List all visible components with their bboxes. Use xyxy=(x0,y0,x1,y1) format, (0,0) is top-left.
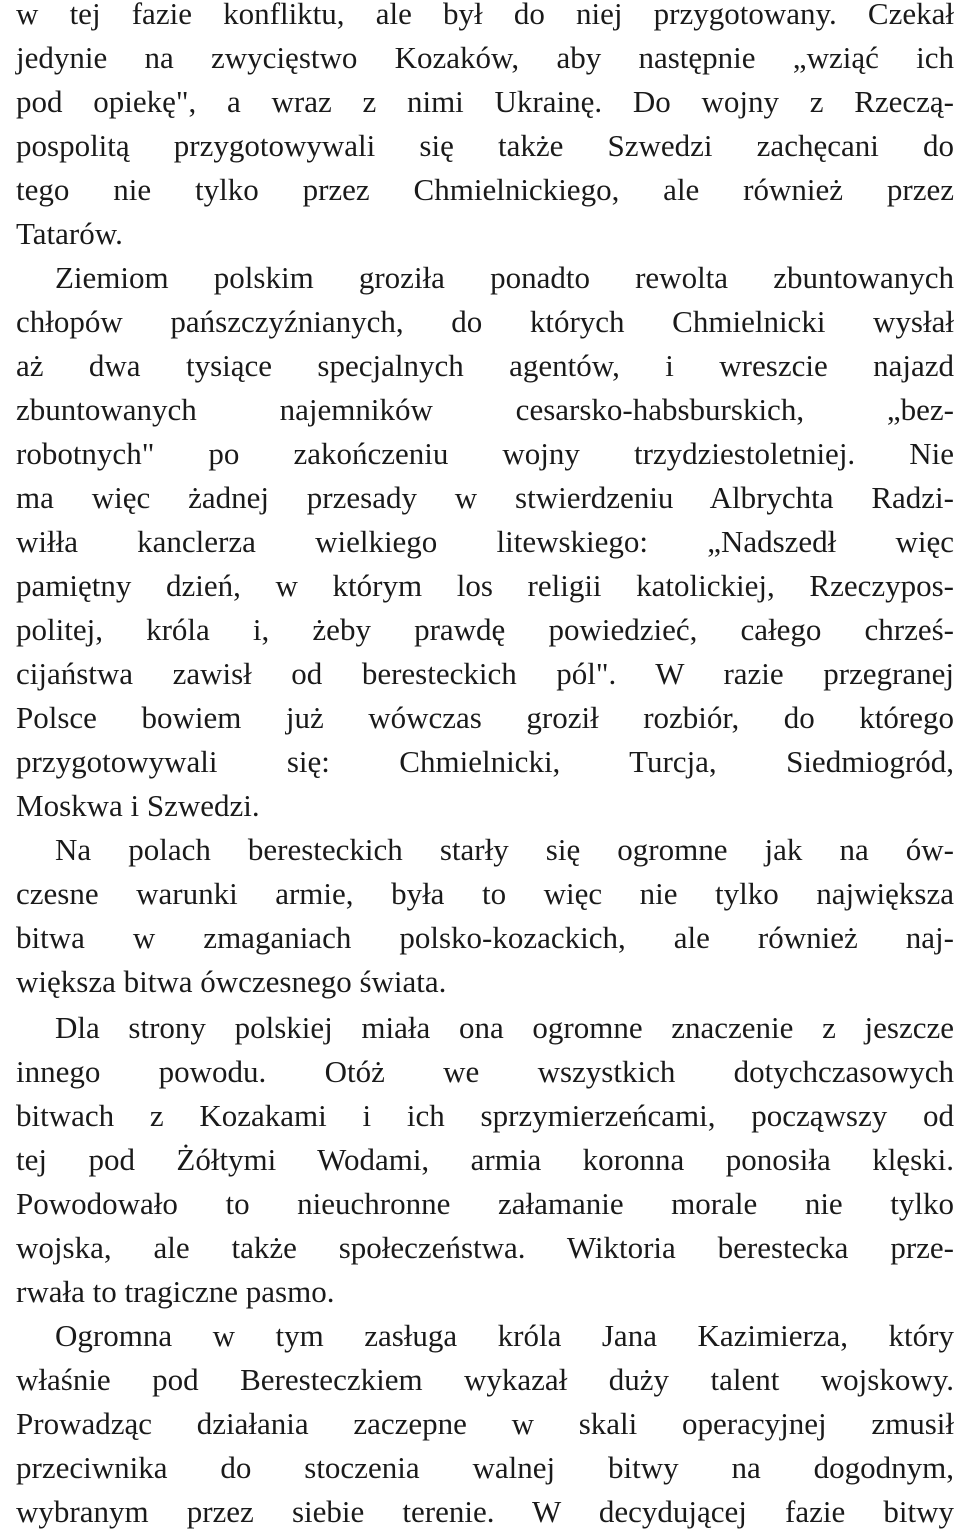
text-line: Tatarów. xyxy=(16,216,123,251)
text-line: bitwach z Kozakami i ich sprzymierzeńcami, począwszy od xyxy=(16,1098,954,1133)
text-line: pospolitą przygotowywali się także Szwedzi zachęcani do xyxy=(16,128,954,163)
text-line: tego nie tylko przez Chmielnickiego, ale również przez xyxy=(16,172,954,207)
text-line: wiłła kanclerza wielkiego litewskiego: „Nadszedł więc xyxy=(16,524,954,559)
paragraph-first-line: Ogromna w tym zasługa króla Jana Kazimierza, który xyxy=(55,1318,954,1353)
text-line: jedynie na zwycięstwo Kozaków, aby następnie „wziąć ich xyxy=(16,40,954,75)
text-line: politej, króla i, żeby prawdę powiedzieć, całego chrześ- xyxy=(16,612,954,647)
text-line: aż dwa tysiące specjalnych agentów, i wreszcie najazd xyxy=(16,348,954,383)
paragraph-first-line: Na polach beresteckich starły się ogromne jak na ów- xyxy=(55,832,954,867)
text-line: przygotowywali się: Chmielnicki, Turcja, Siedmiogród, xyxy=(16,744,954,779)
text-line: Prowadząc działania zaczepne w skali operacyjnej zmusił xyxy=(16,1406,954,1441)
text-line: wybranym przez siebie terenie. W decydującej fazie bitwy xyxy=(16,1494,954,1529)
text-line: bitwa w zmaganiach polsko-kozackich, ale również naj- xyxy=(16,920,954,955)
paragraph-first-line: Ziemiom polskim groziła ponadto rewolta zbuntowanych xyxy=(55,260,954,295)
text-line: pamiętny dzień, w którym los religii katolickiej, Rzeczypos- xyxy=(16,568,954,603)
text-line: innego powodu. Otóż we wszystkich dotychczasowych xyxy=(16,1054,954,1089)
text-line: w tej fazie konfliktu, ale był do niej przygotowany. Czekał xyxy=(16,0,954,31)
text-line: rwała to tragiczne pasmo. xyxy=(16,1274,335,1309)
text-line: pod opiekę", a wraz z nimi Ukrainę. Do wojny z Rzeczą- xyxy=(16,84,954,119)
text-line: Powodowało to nieuchronne załamanie morale nie tylko xyxy=(16,1186,954,1221)
text-line: wojska, ale także społeczeństwa. Wiktoria berestecka prze- xyxy=(16,1230,954,1265)
text-line: robotnych" po zakończeniu wojny trzydziestoletniej. Nie xyxy=(16,436,954,471)
text-line: Polsce bowiem już wówczas groził rozbiór, do którego xyxy=(16,700,954,735)
text-line: ma więc żadnej przesady w stwierdzeniu Albrychta Radzi- xyxy=(16,480,954,515)
text-line: większa bitwa ówczesnego świata. xyxy=(16,964,447,999)
text-line: czesne warunki armie, była to więc nie tylko największa xyxy=(16,876,954,911)
text-line: tej pod Żółtymi Wodami, armia koronna ponosiła klęski. xyxy=(16,1142,954,1177)
text-line: zbuntowanych najemników cesarsko-habsburskich, „bez- xyxy=(16,392,954,427)
text-line: cijaństwa zawisł od beresteckich pól". W razie przegranej xyxy=(16,656,954,691)
text-line: przeciwnika do stoczenia walnej bitwy na dogodnym, xyxy=(16,1450,954,1485)
text-line: właśnie pod Beresteczkiem wykazał duży talent wojskowy. xyxy=(16,1362,954,1397)
text-line: Moskwa i Szwedzi. xyxy=(16,788,260,823)
paragraph-first-line: Dla strony polskiej miała ona ogromne znaczenie z jeszcze xyxy=(55,1010,954,1045)
text-line: chłopów pańszczyźnianych, do których Chmielnicki wysłał xyxy=(16,304,954,339)
